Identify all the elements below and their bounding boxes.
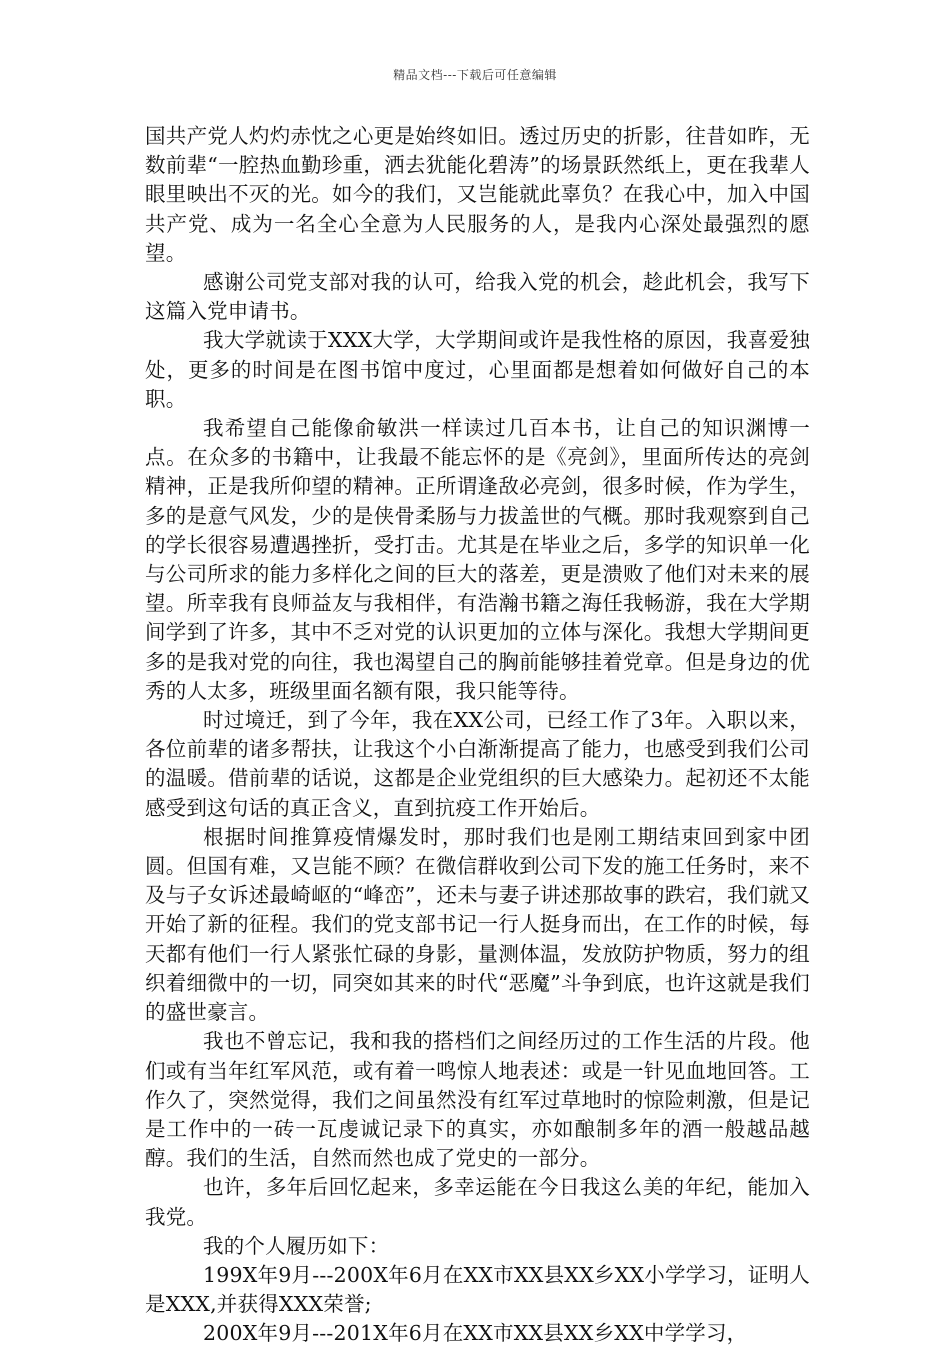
paragraph: 我也不曾忘记，我和我的搭档们之间经历过的工作生活的片段。他们或有当年红军风范，或有着一鸣惊人地表述：或是一针见血地回答。工作久了，突然觉得，我们之间虽然没有红军过草地时的惊险刺激，但是记是工作中的一砖一瓦虔诚记录下的真实，亦如酿制多年的酒一般越品越醇。我们的生活，自然而然也成了党史的一部分。 <box>145 1029 810 1171</box>
paragraph: 感谢公司党支部对我的认可，给我入党的机会，趁此机会，我写下这篇入党申请书。 <box>145 270 810 324</box>
paragraph: 根据时间推算疫情爆发时，那时我们也是刚工期结束回到家中团圆。但国有难，又岂能不顾？在微信群收到公司下发的施工任务时，来不及与子女诉述最崎岖的“峰峦”，还未与妻子讲述那故事的跌宕，我们就又开始了新的征程。我们的党支部书记一行人挺身而出，在工作的时候，每天都有他们一行人紧张忙碌的身影，量测体温，发放防护物质，努力的组织着细微中的一切，同突如其来的时代“恶魔”斗争到底，也许这就是我们的盛世豪言。 <box>145 824 810 1025</box>
page-header: 精品文档---下载后可任意编辑 <box>393 68 557 82</box>
paragraph: 也许，多年后回忆起来，多幸运能在今日我这么美的年纪，能加入我党。 <box>145 1175 810 1229</box>
paragraph: 199X年9月---200X年6月在XX市XX县XX乡XX小学学习，证明人是XXX,并获得XXX荣誉; <box>145 1262 810 1317</box>
paragraph: 我的个人履历如下： <box>203 1233 390 1258</box>
paragraph: 时过境迁，到了今年，我在XX公司，已经工作了3年。入职以来，各位前辈的诸多帮扶，让我这个小白渐渐提高了能力，也感受到我们公司的温暖。借前辈的话说，这都是企业党组织的巨大感染力。起初还不太能感受到这句话的真正含义，直到抗疫工作开始后。 <box>145 708 810 820</box>
paragraph: 我希望自己能像俞敏洪一样读过几百本书，让自己的知识渊博一点。在众多的书籍中，让我最不能忘怀的是《亮剑》，里面所传达的亮剑精神，正是我所仰望的精神。正所谓逢敌必亮剑，很多时候，作为学生，多的是意气风发，少的是侠骨柔肠与力拔盖世的气概。那时我观察到自己的学长很容易遭遇挫折，受打击。尤其是在毕业之后，多学的知识单一化与公司所求的能力多样化之间的巨大的落差，更是溃败了他们对未来的展望。所幸我有良师益友与我相伴，有浩瀚书籍之海任我畅游，我在大学期间学到了许多，其中不乏对党的认识更加的立体与深化。我想大学期间更多的是我对党的向往，我也渴望自己的胸前能够挂着党章。但是身边的优秀的人太多，班级里面名额有限，我只能等待。 <box>145 416 810 703</box>
document-body <box>145 122 810 1349</box>
paragraph: 我大学就读于XXX大学，大学期间或许是我性格的原因，我喜爱独处，更多的时间是在图书馆中度过，心里面都是想着如何做好自己的本职。 <box>145 328 810 411</box>
paragraph: 200X年9月---201X年6月在XX市XX县XX乡XX中学学习， <box>203 1321 748 1346</box>
paragraph: 国共产党人灼灼赤忱之心更是始终如旧。透过历史的折影，往昔如昨，无数前辈“一腔热血勤珍重，洒去犹能化碧涛”的场景跃然纸上，更在我辈人眼里映出不灭的光。如今的我们，又岂能就此辜负？在我心中，加入中国共产党、成为一名全心全意为人民服务的人，是我内心深处最强烈的愿望。 <box>145 124 810 265</box>
